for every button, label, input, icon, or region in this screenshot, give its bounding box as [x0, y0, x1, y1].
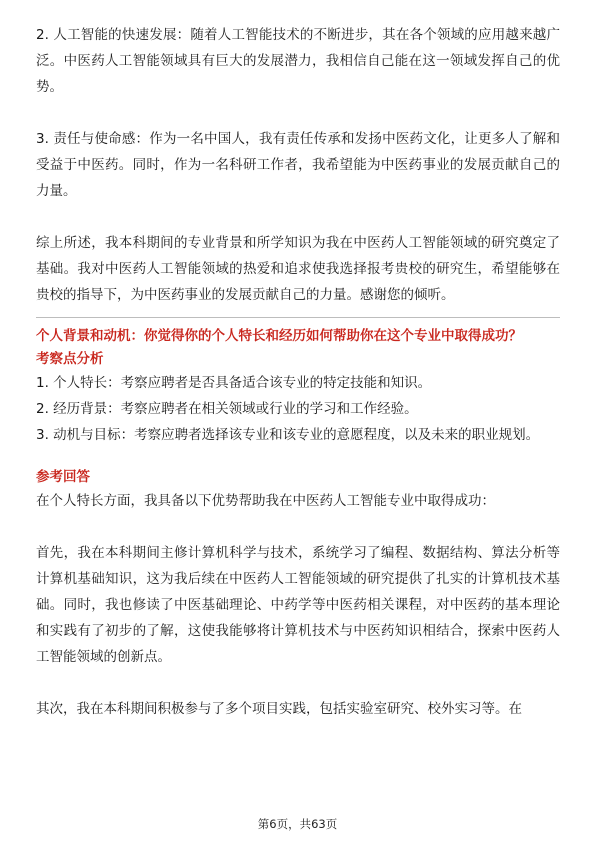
analysis-item-2: 2. 经历背景：考察应聘者在相关领域或行业的学习和工作经验。: [36, 401, 418, 417]
analysis-item-1: 1. 个人特长：考察应聘者是否具备适合该专业的特定技能和知识。: [36, 375, 432, 391]
section-gap: [36, 448, 560, 466]
paragraph-ai-development: 2. 人工智能的快速发展：随着人工智能技术的不断进步，其在各个领域的应用越来越广泛。中医药人工智能领域具有巨大的发展潜力，我相信自己能在这一领域发挥自己的优势。: [36, 27, 560, 95]
paragraph-gap: [36, 100, 560, 126]
analysis-item-3: 3. 动机与目标：考察应聘者选择该专业和该专业的意愿程度，以及未来的职业规划。: [36, 427, 540, 443]
paragraph-gap: [36, 204, 560, 230]
document-page: [36, 22, 560, 722]
paragraph-gap: [36, 514, 560, 540]
answer-heading: 参考回答: [36, 469, 90, 485]
analysis-heading: 考察点分析: [36, 351, 104, 367]
answer-first-point: 首先，我在本科期间主修计算机科学与技术，系统学习了编程、数据结构、算法分析等计算机基础知识，这为我后续在中医药人工智能领域的研究提供了扎实的计算机技术基础。同时，我也修读了中医基础理论、中药学等中医药相关课程，对中医药的基本理论和实践有了初步的了解，这使我能够将计算机技术与中医药知识相结合，探索中医药人工智能领域的创新点。: [36, 545, 560, 665]
interview-question: 个人背景和动机：你觉得你的个人特长和经历如何帮助你在这个专业中取得成功？: [36, 328, 522, 344]
section-divider: [36, 317, 560, 318]
paragraph-summary: 综上所述，我本科期间的专业背景和所学知识为我在中医药人工智能领域的研究奠定了基础。我对中医药人工智能领域的热爱和追求使我选择报考贵校的研究生，希望能够在贵校的指导下，为中医药事业的发展贡献自己的力量。感谢您的倾听。: [36, 235, 560, 303]
answer-second-point: 其次，我在本科期间积极参与了多个项目实践，包括实验室研究、校外实习等。在: [36, 701, 522, 717]
answer-intro: 在个人特长方面，我具备以下优势帮助我在中医药人工智能专业中取得成功：: [36, 493, 495, 509]
page-number: 第6页，共63页: [257, 817, 338, 831]
paragraph-responsibility: 3. 责任与使命感：作为一名中国人，我有责任传承和发扬中医药文化，让更多人了解和受益于中医药。同时，作为一名科研工作者，我希望能为中医药事业的发展贡献自己的力量。: [36, 131, 560, 199]
paragraph-gap: [36, 670, 560, 696]
